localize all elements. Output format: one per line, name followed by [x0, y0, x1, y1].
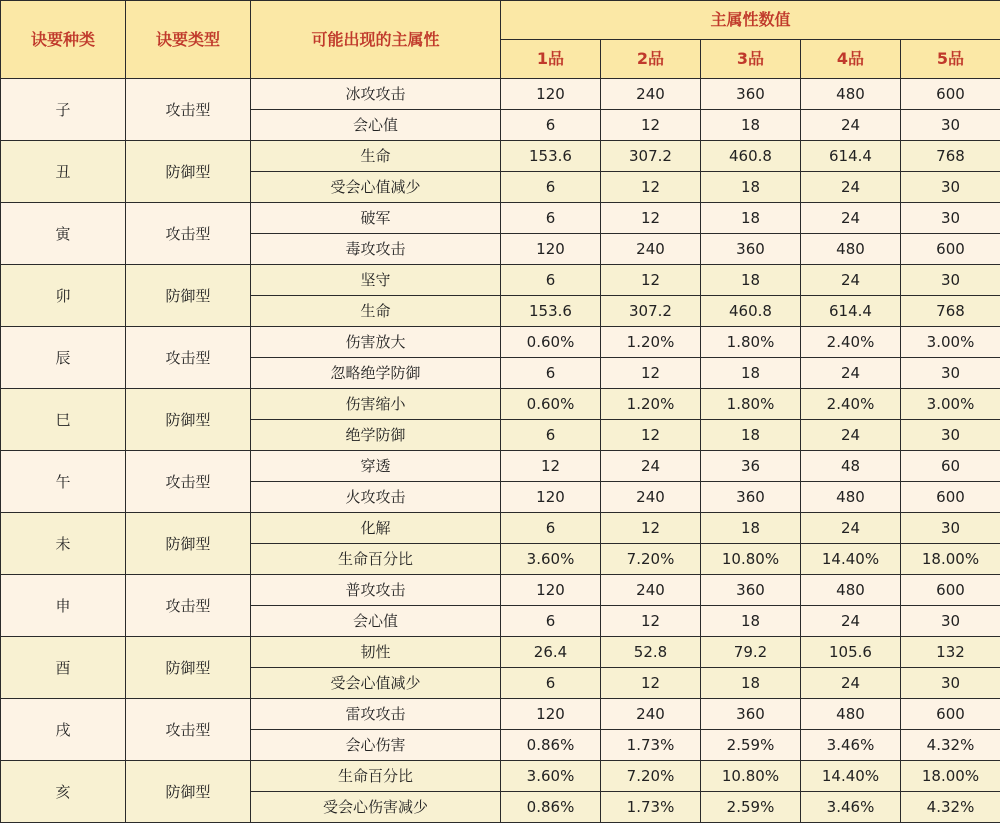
- value-cell-grade-4: 24: [801, 172, 901, 203]
- value-cell-grade-3: 1.80%: [701, 389, 801, 420]
- value-cell-grade-1: 0.60%: [501, 389, 601, 420]
- value-cell-grade-3: 460.8: [701, 296, 801, 327]
- value-cell-grade-4: 105.6: [801, 637, 901, 668]
- table-row: [1, 637, 1000, 668]
- value-cell-grade-5: 4.32%: [901, 792, 1000, 823]
- attribute-cell: 忽略绝学防御: [251, 358, 501, 389]
- value-cell-grade-5: 60: [901, 451, 1000, 482]
- table-row: [1, 265, 1000, 296]
- attribute-cell: 坚守: [251, 265, 501, 296]
- attribute-cell: 韧性: [251, 637, 501, 668]
- value-cell-grade-3: 460.8: [701, 141, 801, 172]
- value-cell-grade-2: 12: [601, 606, 701, 637]
- table-body: [1, 79, 1000, 823]
- value-cell-grade-2: 240: [601, 575, 701, 606]
- value-cell-grade-5: 132: [901, 637, 1000, 668]
- value-cell-grade-4: 3.46%: [801, 730, 901, 761]
- value-cell-grade-2: 240: [601, 699, 701, 730]
- value-cell-grade-4: 14.40%: [801, 761, 901, 792]
- value-cell-grade-3: 2.59%: [701, 792, 801, 823]
- value-cell-grade-1: 12: [501, 451, 601, 482]
- value-cell-grade-1: 6: [501, 265, 601, 296]
- value-cell-grade-1: 153.6: [501, 296, 601, 327]
- value-cell-grade-4: 14.40%: [801, 544, 901, 575]
- value-cell-grade-1: 120: [501, 482, 601, 513]
- value-cell-grade-4: 24: [801, 203, 901, 234]
- table-row: [1, 203, 1000, 234]
- value-cell-grade-1: 0.86%: [501, 730, 601, 761]
- value-cell-grade-2: 307.2: [601, 296, 701, 327]
- value-cell-grade-3: 79.2: [701, 637, 801, 668]
- value-cell-grade-2: 12: [601, 513, 701, 544]
- value-cell-grade-4: 480: [801, 234, 901, 265]
- value-cell-grade-4: 3.46%: [801, 792, 901, 823]
- value-cell-grade-1: 6: [501, 203, 601, 234]
- value-cell-grade-4: 24: [801, 420, 901, 451]
- header-type: 诀要类型: [126, 1, 251, 79]
- value-cell-grade-5: 768: [901, 296, 1000, 327]
- value-cell-grade-3: 18: [701, 265, 801, 296]
- value-cell-grade-4: 480: [801, 575, 901, 606]
- category-cell: 卯: [1, 265, 126, 327]
- value-cell-grade-2: 1.20%: [601, 327, 701, 358]
- table-row: [1, 141, 1000, 172]
- value-cell-grade-3: 360: [701, 79, 801, 110]
- value-cell-grade-4: 480: [801, 79, 901, 110]
- table-row: [1, 699, 1000, 730]
- header-values: 主属性数值: [501, 1, 1000, 40]
- value-cell-grade-1: 26.4: [501, 637, 601, 668]
- type-cell: 攻击型: [126, 327, 251, 389]
- attribute-cell: 受会心伤害减少: [251, 792, 501, 823]
- value-cell-grade-5: 600: [901, 79, 1000, 110]
- table-header: [1, 1, 1000, 79]
- value-cell-grade-5: 30: [901, 265, 1000, 296]
- type-cell: 防御型: [126, 389, 251, 451]
- value-cell-grade-4: 2.40%: [801, 389, 901, 420]
- value-cell-grade-2: 12: [601, 172, 701, 203]
- value-cell-grade-3: 1.80%: [701, 327, 801, 358]
- value-cell-grade-2: 12: [601, 203, 701, 234]
- value-cell-grade-3: 10.80%: [701, 544, 801, 575]
- value-cell-grade-2: 1.73%: [601, 792, 701, 823]
- category-cell: 巳: [1, 389, 126, 451]
- attribute-cell: 生命: [251, 141, 501, 172]
- attribute-cell: 伤害缩小: [251, 389, 501, 420]
- value-cell-grade-1: 120: [501, 234, 601, 265]
- value-cell-grade-3: 360: [701, 482, 801, 513]
- value-cell-grade-5: 600: [901, 699, 1000, 730]
- type-cell: 防御型: [126, 141, 251, 203]
- value-cell-grade-4: 24: [801, 265, 901, 296]
- value-cell-grade-1: 3.60%: [501, 761, 601, 792]
- value-cell-grade-4: 480: [801, 699, 901, 730]
- type-cell: 防御型: [126, 761, 251, 823]
- value-cell-grade-2: 7.20%: [601, 761, 701, 792]
- value-cell-grade-5: 600: [901, 482, 1000, 513]
- type-cell: 攻击型: [126, 699, 251, 761]
- value-cell-grade-1: 0.86%: [501, 792, 601, 823]
- category-cell: 午: [1, 451, 126, 513]
- attribute-cell: 受会心值减少: [251, 172, 501, 203]
- value-cell-grade-5: 30: [901, 358, 1000, 389]
- value-cell-grade-2: 24: [601, 451, 701, 482]
- value-cell-grade-1: 6: [501, 606, 601, 637]
- attribute-cell: 火攻攻击: [251, 482, 501, 513]
- attribute-cell: 会心值: [251, 110, 501, 141]
- header-grade-5: 5品: [901, 40, 1000, 79]
- value-cell-grade-5: 600: [901, 575, 1000, 606]
- table-row: [1, 451, 1000, 482]
- value-cell-grade-5: 30: [901, 203, 1000, 234]
- category-cell: 戌: [1, 699, 126, 761]
- attribute-cell: 绝学防御: [251, 420, 501, 451]
- value-cell-grade-2: 1.20%: [601, 389, 701, 420]
- value-cell-grade-4: 614.4: [801, 296, 901, 327]
- value-cell-grade-3: 18: [701, 203, 801, 234]
- attribute-cell: 化解: [251, 513, 501, 544]
- type-cell: 防御型: [126, 513, 251, 575]
- table-row: [1, 79, 1000, 110]
- value-cell-grade-5: 600: [901, 234, 1000, 265]
- attribute-cell: 破军: [251, 203, 501, 234]
- header-category: 诀要种类: [1, 1, 126, 79]
- value-cell-grade-2: 1.73%: [601, 730, 701, 761]
- table-row: [1, 575, 1000, 606]
- value-cell-grade-2: 7.20%: [601, 544, 701, 575]
- type-cell: 攻击型: [126, 79, 251, 141]
- value-cell-grade-1: 3.60%: [501, 544, 601, 575]
- value-cell-grade-5: 30: [901, 420, 1000, 451]
- category-cell: 申: [1, 575, 126, 637]
- value-cell-grade-5: 3.00%: [901, 389, 1000, 420]
- category-cell: 酉: [1, 637, 126, 699]
- value-cell-grade-4: 24: [801, 358, 901, 389]
- category-cell: 辰: [1, 327, 126, 389]
- value-cell-grade-1: 120: [501, 575, 601, 606]
- attribute-cell: 穿透: [251, 451, 501, 482]
- header-grade-4: 4品: [801, 40, 901, 79]
- category-cell: 寅: [1, 203, 126, 265]
- table-row: [1, 389, 1000, 420]
- value-cell-grade-3: 18: [701, 668, 801, 699]
- attribute-cell: 受会心值减少: [251, 668, 501, 699]
- value-cell-grade-1: 6: [501, 110, 601, 141]
- type-cell: 防御型: [126, 265, 251, 327]
- type-cell: 攻击型: [126, 451, 251, 513]
- value-cell-grade-1: 6: [501, 358, 601, 389]
- attribute-cell: 毒攻攻击: [251, 234, 501, 265]
- value-cell-grade-1: 0.60%: [501, 327, 601, 358]
- value-cell-grade-2: 12: [601, 110, 701, 141]
- value-cell-grade-2: 12: [601, 358, 701, 389]
- category-cell: 未: [1, 513, 126, 575]
- value-cell-grade-2: 240: [601, 234, 701, 265]
- value-cell-grade-5: 30: [901, 668, 1000, 699]
- attribute-cell: 会心值: [251, 606, 501, 637]
- value-cell-grade-2: 240: [601, 482, 701, 513]
- attribute-cell: 生命: [251, 296, 501, 327]
- value-cell-grade-4: 480: [801, 482, 901, 513]
- header-grade-3: 3品: [701, 40, 801, 79]
- value-cell-grade-3: 360: [701, 699, 801, 730]
- value-cell-grade-5: 30: [901, 513, 1000, 544]
- value-cell-grade-3: 10.80%: [701, 761, 801, 792]
- table-row: [1, 761, 1000, 792]
- value-cell-grade-1: 120: [501, 79, 601, 110]
- category-cell: 丑: [1, 141, 126, 203]
- value-cell-grade-3: 18: [701, 110, 801, 141]
- attribute-cell: 普攻攻击: [251, 575, 501, 606]
- value-cell-grade-2: 12: [601, 420, 701, 451]
- value-cell-grade-5: 30: [901, 172, 1000, 203]
- value-cell-grade-4: 24: [801, 606, 901, 637]
- value-cell-grade-4: 48: [801, 451, 901, 482]
- value-cell-grade-2: 52.8: [601, 637, 701, 668]
- value-cell-grade-1: 120: [501, 699, 601, 730]
- header-grade-1: 1品: [501, 40, 601, 79]
- value-cell-grade-3: 36: [701, 451, 801, 482]
- value-cell-grade-5: 768: [901, 141, 1000, 172]
- value-cell-grade-3: 18: [701, 172, 801, 203]
- table-row: [1, 327, 1000, 358]
- value-cell-grade-3: 360: [701, 234, 801, 265]
- value-cell-grade-5: 3.00%: [901, 327, 1000, 358]
- attribute-cell: 雷攻攻击: [251, 699, 501, 730]
- value-cell-grade-3: 2.59%: [701, 730, 801, 761]
- value-cell-grade-4: 24: [801, 513, 901, 544]
- attribute-cell: 生命百分比: [251, 544, 501, 575]
- value-cell-grade-3: 18: [701, 358, 801, 389]
- value-cell-grade-3: 18: [701, 513, 801, 544]
- value-cell-grade-5: 30: [901, 110, 1000, 141]
- attribute-cell: 冰攻攻击: [251, 79, 501, 110]
- value-cell-grade-2: 12: [601, 668, 701, 699]
- value-cell-grade-4: 24: [801, 668, 901, 699]
- category-cell: 子: [1, 79, 126, 141]
- attribute-cell: 伤害放大: [251, 327, 501, 358]
- header-row-top: [1, 1, 1000, 40]
- type-cell: 攻击型: [126, 203, 251, 265]
- value-cell-grade-4: 2.40%: [801, 327, 901, 358]
- value-cell-grade-2: 307.2: [601, 141, 701, 172]
- value-cell-grade-5: 18.00%: [901, 544, 1000, 575]
- header-grade-2: 2品: [601, 40, 701, 79]
- type-cell: 防御型: [126, 637, 251, 699]
- category-cell: 亥: [1, 761, 126, 823]
- value-cell-grade-4: 614.4: [801, 141, 901, 172]
- table-row: [1, 513, 1000, 544]
- value-cell-grade-5: 4.32%: [901, 730, 1000, 761]
- value-cell-grade-1: 153.6: [501, 141, 601, 172]
- value-cell-grade-1: 6: [501, 420, 601, 451]
- attribute-cell: 生命百分比: [251, 761, 501, 792]
- type-cell: 攻击型: [126, 575, 251, 637]
- value-cell-grade-5: 18.00%: [901, 761, 1000, 792]
- value-cell-grade-2: 240: [601, 79, 701, 110]
- value-cell-grade-3: 360: [701, 575, 801, 606]
- value-cell-grade-3: 18: [701, 420, 801, 451]
- value-cell-grade-2: 12: [601, 265, 701, 296]
- value-cell-grade-1: 6: [501, 172, 601, 203]
- value-cell-grade-1: 6: [501, 668, 601, 699]
- header-attribute: 可能出现的主属性: [251, 1, 501, 79]
- value-cell-grade-1: 6: [501, 513, 601, 544]
- value-cell-grade-3: 18: [701, 606, 801, 637]
- value-cell-grade-4: 24: [801, 110, 901, 141]
- attribute-cell: 会心伤害: [251, 730, 501, 761]
- value-cell-grade-5: 30: [901, 606, 1000, 637]
